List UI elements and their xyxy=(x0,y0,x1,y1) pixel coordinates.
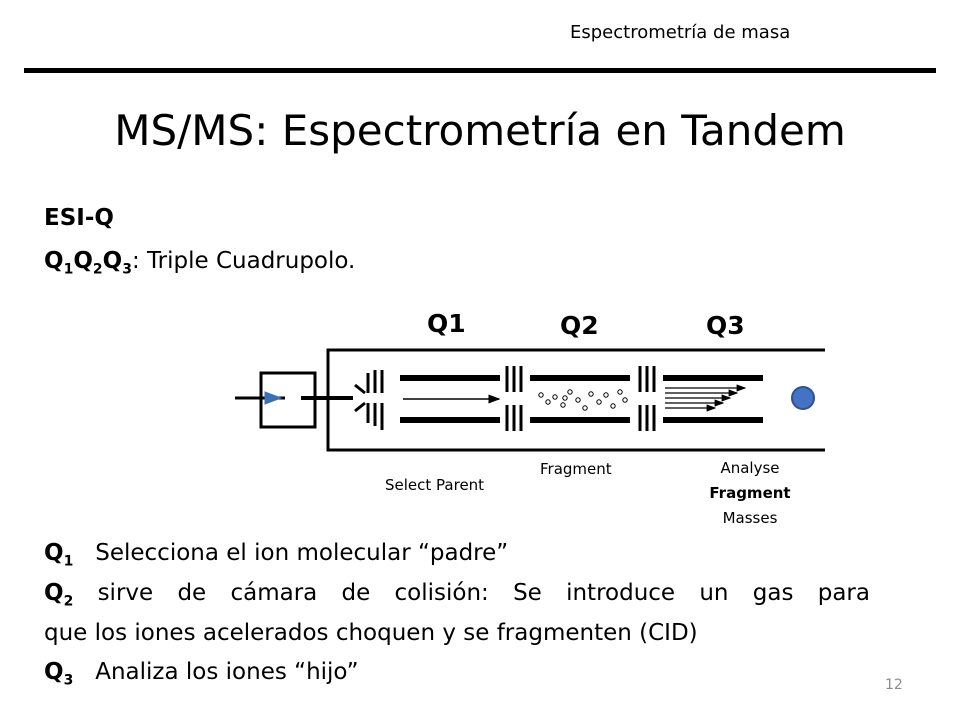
q2-word: de xyxy=(341,580,371,606)
section-header: Espectrometría de masa xyxy=(570,22,791,43)
q2-word: cámara xyxy=(230,580,318,606)
q2-description-line2: que los iones acelerados choquen y se fragmenten (CID) xyxy=(44,620,698,646)
q2-word: colisión: xyxy=(394,580,489,606)
q2-word: sirve xyxy=(97,580,154,606)
q2-word: gas xyxy=(752,580,794,606)
detector-icon xyxy=(792,387,814,409)
page-number: 12 xyxy=(885,677,903,693)
q2-word: de xyxy=(177,580,207,606)
triple-quad-line: $Q_1Q_2Q_3$: Triple Cuadrupolo. xyxy=(44,248,356,278)
caption-select-parent: Select Parent xyxy=(385,476,485,494)
triple-quadrupole-diagram xyxy=(225,340,825,460)
q2-description: $Q_2$ sirve de cámara de colisión: Se introduce un gas para xyxy=(44,580,870,610)
q3-description: $Q_3$ Analiza los iones “hijo” xyxy=(44,659,359,689)
q2-word: Se xyxy=(513,580,542,606)
q2-word: un xyxy=(699,580,729,606)
q2-word: para xyxy=(817,580,870,606)
q1-label: Q1 xyxy=(427,309,466,338)
q1-description: $Q_1$ Selecciona el ion molecular “padre” xyxy=(44,540,509,570)
esi-q-label: ESI-Q xyxy=(44,205,114,231)
header-rule xyxy=(24,68,936,73)
q2-word: introduce xyxy=(566,580,676,606)
caption-analyse: Analyse Fragment Masses xyxy=(709,459,791,527)
caption-fragment: Fragment xyxy=(540,460,612,478)
slide-title: MS/MS: Espectrometría en Tandem xyxy=(114,106,846,155)
q3-label: Q3 xyxy=(706,311,745,340)
q2-label: Q2 xyxy=(560,311,599,340)
